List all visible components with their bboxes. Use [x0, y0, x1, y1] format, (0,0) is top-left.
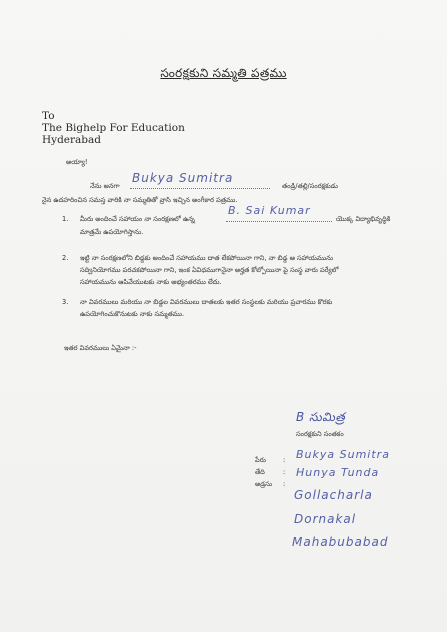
recipient-to: To	[42, 110, 55, 122]
intro-name-field	[130, 171, 270, 189]
recipient-org: The Bighelp For Education	[42, 122, 185, 134]
date-value: Hunya Tunda	[296, 466, 380, 479]
address-line-3: Mahabubabad	[292, 535, 389, 549]
recipient-city: Hyderabad	[42, 134, 102, 146]
item-1-handwritten: B. Sai Kumar	[228, 204, 311, 217]
name-value: Bukya Sumitra	[296, 448, 390, 461]
item-1-field	[226, 204, 332, 222]
item-1-number: 1.	[62, 215, 69, 223]
intro-relation: తండ్రి/తల్లి/సంరక్షకుడు	[282, 182, 338, 190]
name-label: పేరు	[255, 456, 266, 464]
item-2-number: 2.	[62, 254, 69, 262]
item-2-line2: సద్వినియోగము పరచకపోయినా గాని, ఇంక ఏవిధముగానైనా అర్హత కోల్పోయినా పై సంస్థ వారు పర్యేలో	[80, 266, 339, 274]
address-line-1: Gollacharla	[294, 488, 373, 502]
signature-label: సంరక్షకుని సంతకం	[296, 430, 344, 438]
item-1-suffix: యొక్క విద్యాభివృద్ధికి	[336, 215, 391, 223]
guardian-signature: B సుమిత్ర	[296, 410, 346, 424]
item-3-number: 3.	[62, 298, 69, 306]
consent-form-page: సంరక్షకుని సమ్మతి పత్రము To The Bighelp For Education Hyderabad అయ్యా! నేను అనగా Bukya Sumitra తండ్రి/తల్లి/సంరక్షకుడు నైన ఉదహరించిన సమస్త వారికి నా సమ్మతితో వ్రాసి ఇచ్చిన అంగీకార పత్రము. 1. మీరు అందించే సహాయం నా సంరక్షణలో ఉన్న B. Sai Kumar యొక్క విద్యాభివృద్ధికి మాత్రమే ఉపయోగిస్తాను. 2. ఇట్టి నా సంరక్షణలోని బిడ్డకు అందించే సహాయము దాత లేకపోయినా గాని, నా బిడ్డ ఆ సహాయమును సద్వినియోగము పరచకపోయినా గాని, ఇంక ఏవిధముగానైనా అర్హత కోల్పోయినా పై సంస్థ వారు పర్యేలో సహాయమును ఆపివేయుటకు నాకు అభ్యంతరము లేదు. 3. నా వివరములు మరియు నా బిడ్డల వివరములు దాతలకు ఇతర సంస్థలకు మరియు ప్రచారము కొరకు ఉపయోగించుకొనుటకు నాకు సమ్మతము. ఇతర వివరములు ఏమైనా :- B సుమిత్ర సంరక్షకుని సంతకం పేరు : Bukya Sumitra తేది : Hunya Tunda అడ్రసు : Gollacharla Dornakal Mahabubabad	[0, 0, 447, 632]
item-1-line2: మాత్రమే ఉపయోగిస్తాను.	[80, 228, 144, 236]
address-line-2: Dornakal	[294, 512, 357, 526]
salutation: అయ్యా!	[66, 158, 88, 166]
address-label: అడ్రసు	[255, 480, 273, 488]
intro-line2: నైన ఉదహరించిన సమస్త వారికి నా సమ్మతితో వ్రాసి ఇచ్చిన అంగీకార పత్రము.	[42, 196, 238, 204]
item-3-line2: ఉపయోగించుకొనుటకు నాకు సమ్మతము.	[80, 310, 185, 318]
other-details-label: ఇతర వివరములు ఏమైనా :-	[64, 344, 137, 352]
item-2-line3: సహాయమును ఆపివేయుటకు నాకు అభ్యంతరము లేదు.	[80, 278, 222, 286]
document-title: సంరక్షకుని సమ్మతి పత్రము	[160, 66, 287, 80]
item-2-line1: ఇట్టి నా సంరక్షణలోని బిడ్డకు అందించే సహాయము దాత లేకపోయినా గాని, నా బిడ్డ ఆ సహాయమును	[80, 254, 334, 262]
intro-prefix: నేను అనగా	[90, 182, 120, 190]
item-3-line1: నా వివరములు మరియు నా బిడ్డల వివరములు దాతలకు ఇతర సంస్థలకు మరియు ప్రచారము కొరకు	[80, 298, 333, 306]
date-label: తేది	[255, 468, 265, 476]
intro-name-handwritten: Bukya Sumitra	[132, 171, 234, 185]
item-1-prefix: మీరు అందించే సహాయం నా సంరక్షణలో ఉన్న	[80, 215, 195, 223]
